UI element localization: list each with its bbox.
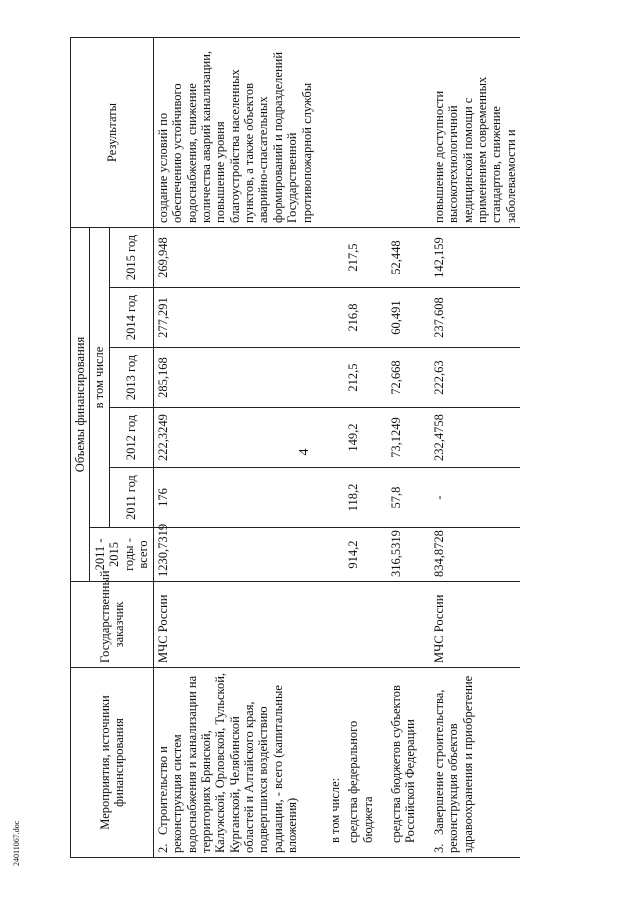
measure-cell <box>420 668 520 858</box>
table-row <box>344 37 377 857</box>
year-2012-cell: 73,1249 <box>377 408 420 468</box>
year-2013-cell: 285,168 <box>153 348 316 408</box>
year-2015-cell: 217,5 <box>344 227 377 287</box>
total-cell: 834,8728 <box>420 528 520 582</box>
measure-cell: средства бюджетов субъектов Российской Федерации <box>377 668 420 858</box>
table-row <box>377 37 420 857</box>
table-row <box>420 37 520 857</box>
year-2015-cell: 142,159 <box>420 227 520 287</box>
header-year-2014: 2014 год <box>109 288 153 348</box>
year-2011-cell: 176 <box>153 468 316 528</box>
funding-table-rotated <box>70 38 590 858</box>
results-cell: создание условий по обеспечению устойчивого водоснабжения, снижение количества аварий канализации, повышение уровня благоустройства населенных пунктов, а также объектов аварийно-спасательных формирований и подразделений Государственной противопожарной службы <box>153 37 316 227</box>
year-2012-cell: 232,4758 <box>420 408 520 468</box>
measure-text: Завершение строительства, реконструкция объектов здравоохранения и приобретение <box>431 675 475 853</box>
year-2011-cell: 118,2 <box>344 468 377 528</box>
measure-subheading: в том числе: <box>316 668 344 858</box>
page-number: 4 <box>297 448 312 456</box>
year-2011-cell: - <box>420 468 520 528</box>
total-cell: 1230,7319 <box>153 528 316 582</box>
funding-table <box>70 37 520 858</box>
table-row <box>153 37 316 857</box>
header-customer: Государственный заказчик <box>71 582 154 668</box>
year-2014-cell: 216,8 <box>344 288 377 348</box>
year-2012-cell: 222,3249 <box>153 408 316 468</box>
year-2014-cell: 277,291 <box>153 288 316 348</box>
measure-cell <box>153 668 316 858</box>
header-year-2011: 2011 год <box>109 468 153 528</box>
year-2013-cell: 72,668 <box>377 348 420 408</box>
header-funding: Объемы финансирования <box>71 227 90 581</box>
year-2013-cell: 222,63 <box>420 348 520 408</box>
header-year-2015: 2015 год <box>109 227 153 287</box>
header-measures: Мероприятия, источники финансирования <box>71 668 154 858</box>
row-number: 3. <box>431 843 446 853</box>
results-cell: повышение доступности высокотехнологичной медицинской помощи с применением современных стандартов, снижение заболеваемости и <box>420 37 520 227</box>
header-results: Результаты <box>71 37 154 227</box>
header-total: 2011 - 2015 годы - всего <box>90 528 153 582</box>
measure-text: Строительство и реконструкция систем водоснабжения и канализации на территориях Брянской, Калужской, Орловской, Тульской, Курганской, Челябинской областей и Алтайского края, подвергшихся воздействию радиации, - всего (капитальные вложения) <box>155 672 300 853</box>
header-year-2012: 2012 год <box>109 408 153 468</box>
year-2014-cell: 237,608 <box>420 288 520 348</box>
total-cell: 316,5319 <box>377 528 420 582</box>
table-row <box>316 37 344 857</box>
total-cell: 914,2 <box>344 528 377 582</box>
year-2011-cell: 57,8 <box>377 468 420 528</box>
year-2014-cell: 60,491 <box>377 288 420 348</box>
header-including: в том числе <box>90 227 109 527</box>
footer-doc-code: 24011067.doc <box>12 820 21 866</box>
year-2015-cell: 52,448 <box>377 227 420 287</box>
measure-cell: средства федерального бюджета <box>344 668 377 858</box>
header-year-2013: 2013 год <box>109 348 153 408</box>
year-2013-cell: 212,5 <box>344 348 377 408</box>
customer-cell: МЧС России <box>420 582 520 668</box>
year-2015-cell: 269,948 <box>153 227 316 287</box>
row-number: 2. <box>155 843 170 853</box>
customer-cell: МЧС России <box>153 582 316 668</box>
year-2012-cell: 149,2 <box>344 408 377 468</box>
